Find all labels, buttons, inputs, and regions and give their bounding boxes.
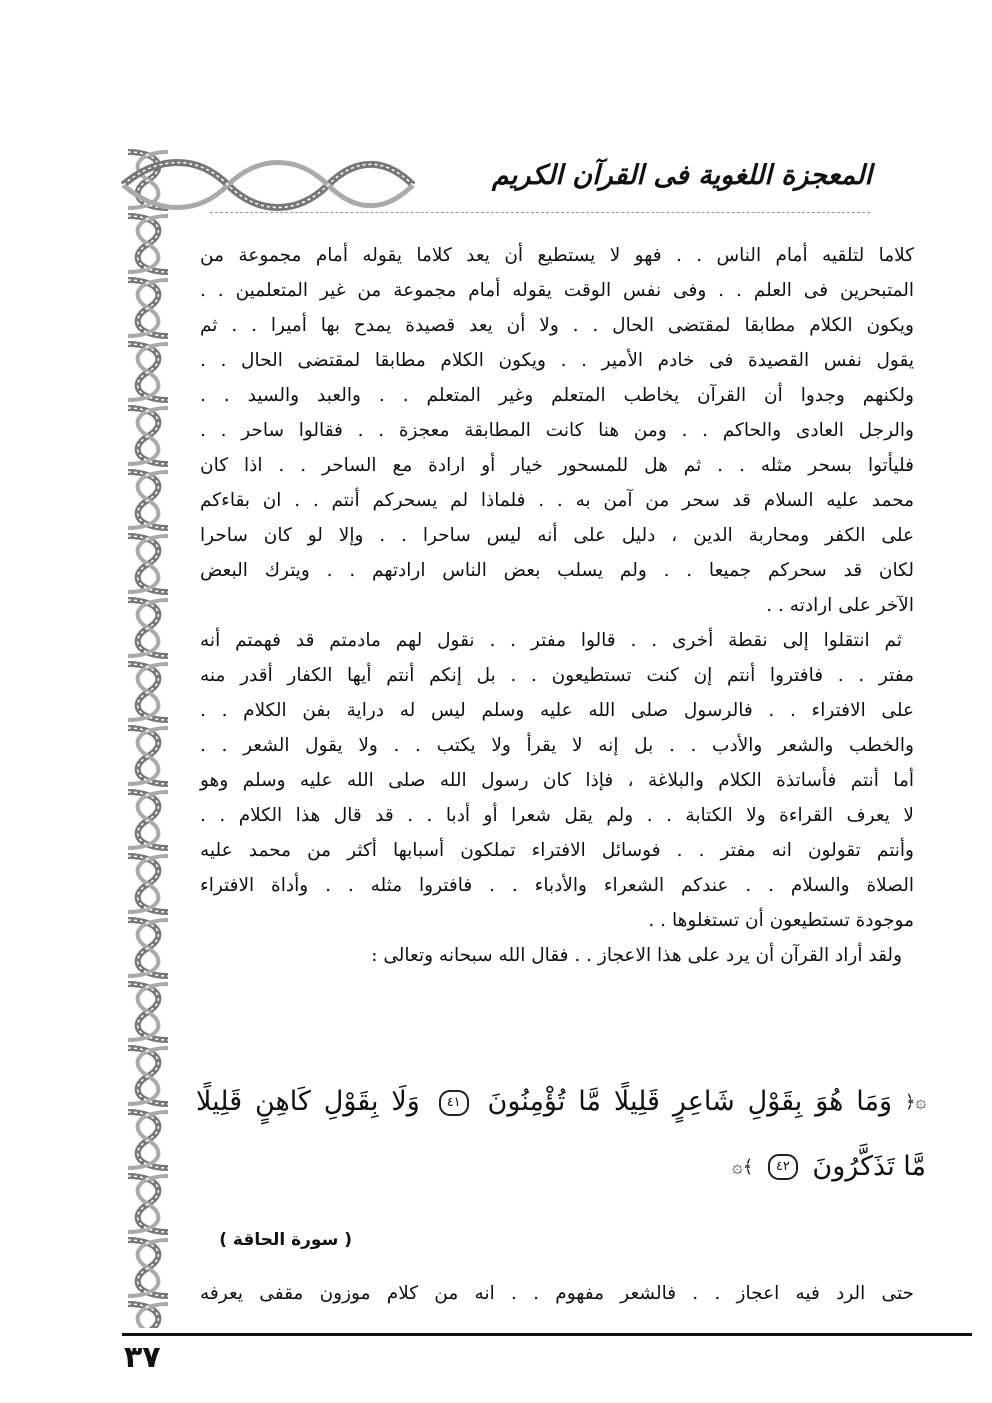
text-line: وأنتم تقولون انه مفتر . . فوسائل الافتراء تملكون أسبابها أكثر من محمد عليه	[200, 840, 914, 861]
text-line: فليأتوا بسحر مثله . . ثم هل للمسحور خيار أو ارادة مع الساحر . . اذا كان	[200, 455, 914, 476]
running-header-title: المعجزة اللغوية فى القرآن الكريم	[491, 160, 872, 191]
text-line: والرجل العادى والحاكم . . ومن هنا كانت المطابقة معجزة . . فقالوا ساحر . .	[200, 420, 914, 441]
verse-source: ( سورة الحاقة )	[219, 1230, 352, 1250]
text-line: ولكنهم وجدوا أن القرآن يخاطب المتعلم وغير المتعلم . . والعبد والسيد . .	[200, 385, 914, 406]
quran-verse	[196, 1070, 926, 1199]
paragraph-1	[200, 238, 914, 623]
text-line: موجودة تستطيعون أن تستغلوها . .	[648, 910, 914, 931]
paragraph-2	[200, 623, 914, 938]
text-line: لكان قد سحركم جميعا . . ولم يسلب بعض الناس ارادتهم . . ويترك البعض	[200, 560, 914, 581]
text-line: الصلاة والسلام . . عندكم الشعراء والأدباء . . فافتروا مثله . . وأداة الافتراء	[200, 875, 914, 896]
footer-divider	[122, 1333, 972, 1336]
verse-line-1	[196, 1070, 926, 1135]
verse-close-ornament-icon: ﴾۞	[732, 1156, 754, 1177]
verse-open-ornament-icon: ۞﴿	[904, 1091, 926, 1113]
text-line: لا يعرف القراءة ولا الكتابة . . ولم يقل شعرا أو أدبا . . قد قال هذا الكلام . .	[200, 805, 914, 826]
body-text	[200, 238, 914, 973]
verse-text: وَمَا هُوَ بِقَوْلِ شَاعِرٍ قَلِيلًا مَّا تُؤْمِنُونَ	[487, 1086, 892, 1117]
paragraph-3	[200, 938, 914, 973]
ayah-number-badge: ٤١	[439, 1090, 469, 1116]
text-line: حتى الرد فيه اعجاز . . فالشعر مفهوم . . انه من كلام موزون مقفى يعرفه	[200, 1283, 914, 1304]
text-line: على الكفر ومحاربة الدين ، دليل على أنه ليس ساحرا . . وإلا لو كان ساحرا	[200, 525, 914, 546]
header-divider	[210, 212, 870, 213]
text-line: يقول نفس القصيدة فى خادم الأمير . . ويكون الكلام مطابقا لمقتضى الحال . .	[200, 350, 914, 371]
text-line: ويكون الكلام مطابقا لمقتضى الحال . . ولا أن يعد قصيدة يمدح بها أميرا . . ثم	[200, 315, 914, 336]
text-line: كلاما لتلقيه أمام الناس . . فهو لا يستطيع أن يعد كلاما يقوله أمام مجموعة من	[200, 245, 914, 266]
verse-line-2	[196, 1135, 926, 1200]
verse-text: مَّا تَذَكَّرُونَ	[812, 1150, 926, 1182]
text-line: ولقد أراد القرآن أن يرد على هذا الاعجاز . . فقال الله سبحانه وتعالى :	[371, 945, 902, 966]
text-line: أما أنتم فأساتذة الكلام والبلاغة ، فإذا كان رسول الله صلى الله عليه وسلم وهو	[200, 770, 914, 791]
page-number: ٣٧	[124, 1340, 161, 1375]
text-line: على الافتراء . . فالرسول صلى الله عليه وسلم ليس له دراية بفن الكلام . .	[200, 700, 914, 721]
border-ornament	[118, 148, 178, 1328]
text-line: الآخر على ارادته . .	[766, 595, 914, 616]
text-line: المتبحرين فى العلم . . وفى نفس الوقت يقوله أمام مجموعة من غير المتعلمين . .	[200, 280, 914, 301]
top-ornament	[118, 150, 418, 220]
text-line: والخطب والشعر والأدب . . بل إنه لا يقرأ ولا يكتب . . ولا يقول الشعر . .	[200, 735, 914, 756]
text-line: محمد عليه السلام قد سحر من آمن به . . فلماذا لم يسحركم أنتم . . ان بقاءكم	[200, 490, 914, 511]
text-line: ثم انتقلوا إلى نقطة أخرى . . قالوا مفتر . . نقول لهم مادمتم قد فهمتم أنه	[200, 630, 902, 651]
ayah-number-badge: ٤٢	[768, 1154, 798, 1180]
verse-text: وَلَا بِقَوْلِ كَاهِنٍ قَلِيلًا	[196, 1086, 420, 1117]
text-line: مفتر . . فافتروا أنتم إن كنت تستطيعون . . بل إنكم أنتم أيها الكفار أقدر منه	[200, 665, 914, 686]
